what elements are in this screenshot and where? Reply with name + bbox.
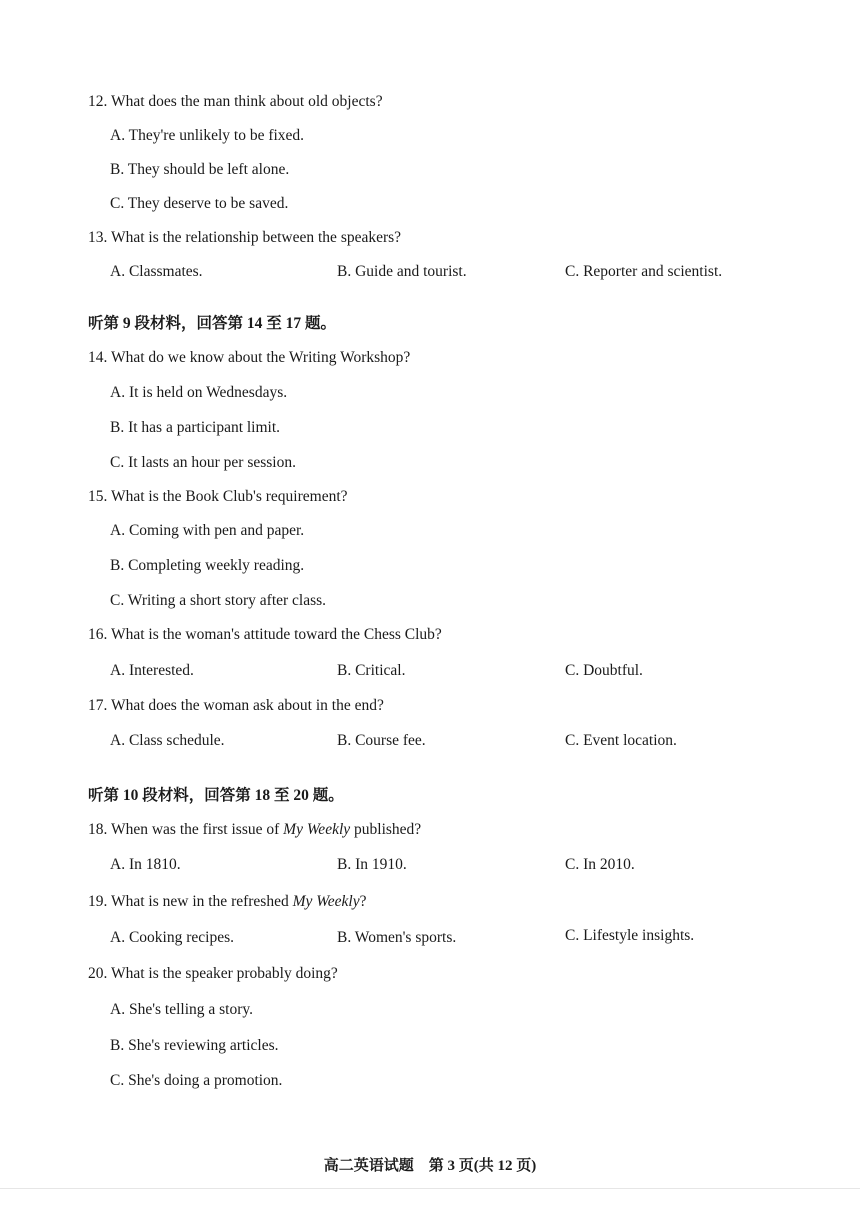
option-14b: B. It has a participant limit. xyxy=(110,419,281,436)
option-19b: B. Women's sports. xyxy=(337,929,457,946)
question-18: 18. When was the first issue of My Weekly published? xyxy=(88,821,422,838)
section-header-9: 听第 9 段材料，回答第 14 至 17 题。 xyxy=(88,315,337,332)
option-15b: B. Completing weekly reading. xyxy=(110,557,305,574)
option-15c: C. Writing a short story after class. xyxy=(110,592,327,609)
option-12b: B. They should be left alone. xyxy=(110,161,290,178)
question-19: 19. What is new in the refreshed My Weekly? xyxy=(88,893,367,910)
option-17c: C. Event location. xyxy=(565,732,677,749)
option-16b: B. Critical. xyxy=(337,662,406,679)
option-18b: B. In 1910. xyxy=(337,856,407,873)
question-13: 13. What is the relationship between the speakers? xyxy=(88,229,402,246)
option-14a: A. It is held on Wednesdays. xyxy=(110,384,288,401)
option-20b: B. She's reviewing articles. xyxy=(110,1037,279,1054)
option-16a: A. Interested. xyxy=(110,662,194,679)
option-19c: C. Lifestyle insights. xyxy=(565,927,695,944)
magazine-title: My Weekly xyxy=(292,893,360,910)
option-16c: C. Doubtful. xyxy=(565,662,643,679)
question-20: 20. What is the speaker probably doing? xyxy=(88,965,338,982)
option-19a: A. Cooking recipes. xyxy=(110,929,234,946)
question-17: 17. What does the woman ask about in the end? xyxy=(88,697,384,714)
option-20a: A. She's telling a story. xyxy=(110,1001,253,1018)
question-16: 16. What is the woman's attitude toward the Chess Club? xyxy=(88,626,442,643)
question-12: 12. What does the man think about old objects? xyxy=(88,93,383,110)
option-12c: C. They deserve to be saved. xyxy=(110,195,289,212)
option-17a: A. Class schedule. xyxy=(110,732,225,749)
page-footer: 高二英语试题 第 3 页(共 12 页) xyxy=(323,1158,537,1174)
option-15a: A. Coming with pen and paper. xyxy=(110,522,305,539)
page-edge-divider xyxy=(0,1188,860,1189)
option-20c: C. She's doing a promotion. xyxy=(110,1072,283,1089)
section-header-10: 听第 10 段材料，回答第 18 至 20 题。 xyxy=(88,787,344,804)
option-13b: B. Guide and tourist. xyxy=(337,263,467,280)
option-18a: A. In 1810. xyxy=(110,856,181,873)
question-15: 15. What is the Book Club's requirement? xyxy=(88,488,348,505)
option-12a: A. They're unlikely to be fixed. xyxy=(110,127,305,144)
magazine-title: My Weekly xyxy=(283,821,351,838)
question-14: 14. What do we know about the Writing Workshop? xyxy=(88,349,411,366)
option-14c: C. It lasts an hour per session. xyxy=(110,454,296,471)
option-13c: C. Reporter and scientist. xyxy=(565,263,723,280)
option-17b: B. Course fee. xyxy=(337,732,426,749)
option-18c: C. In 2010. xyxy=(565,856,635,873)
option-13a: A. Classmates. xyxy=(110,263,203,280)
